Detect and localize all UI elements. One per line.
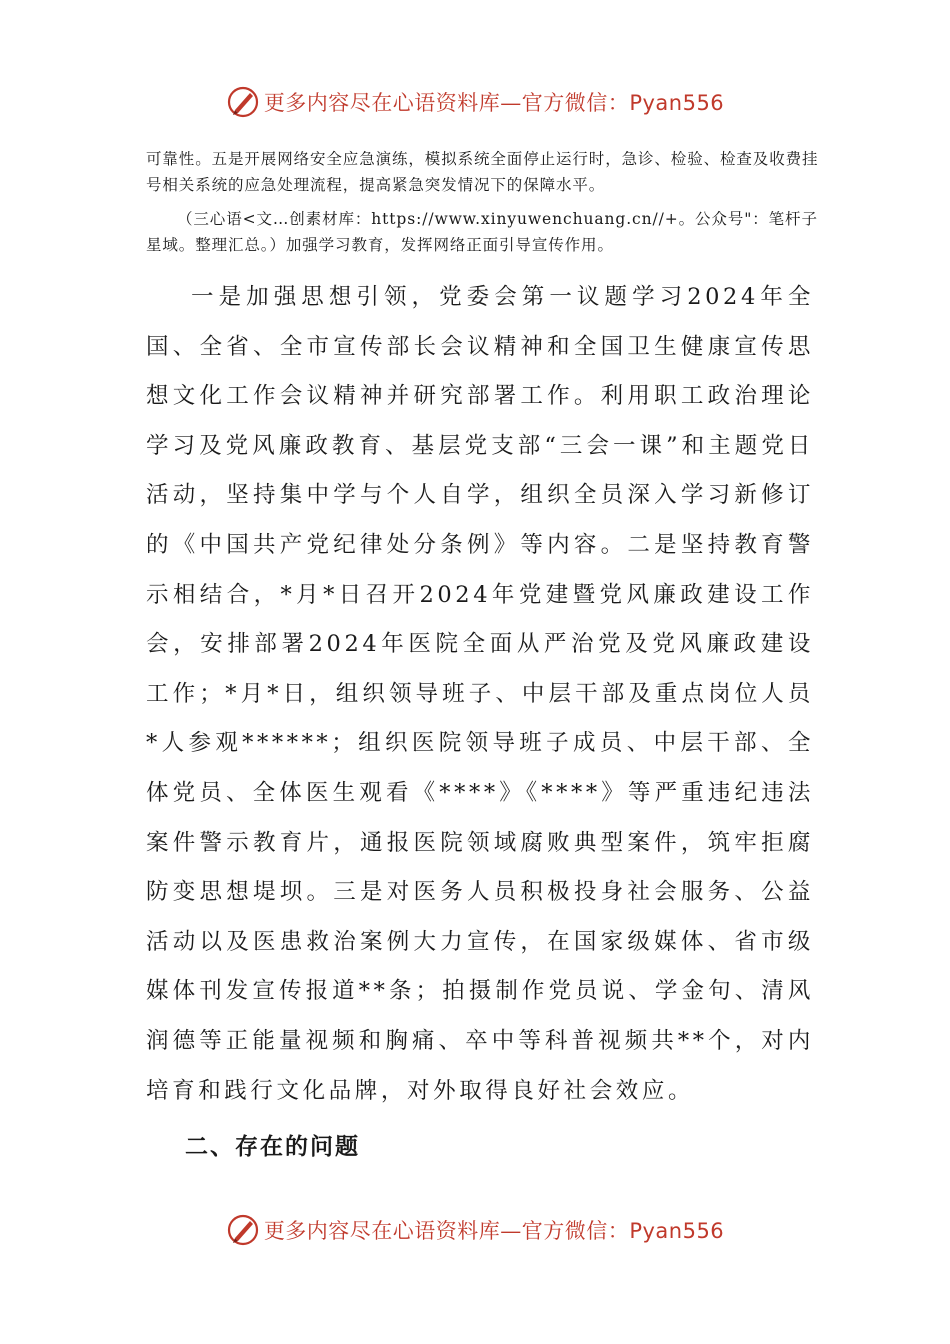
header-banner: [0, 80, 950, 124]
section-heading: 二、存在的问题: [185, 1134, 360, 1160]
banner-text: 更多内容尽在心语资料库—官方微信：Pyan556: [263, 91, 725, 115]
intro-tail-paragraph: 可靠性。五是开展网络安全应急演练，模拟系统全面停止运行时，急诊、检验、检查及收费挂号相关系统的应急处理流程，提高紧急突发情况下的保障水平。: [146, 150, 819, 194]
footer-banner: [0, 1208, 950, 1252]
pen-logo-icon: [226, 85, 260, 119]
main-body-paragraph: 一是加强思想引领，党委会第一议题学习2024年全国、全省、全市宣传部长会议精神和全国卫生健康宣传思想文化工作会议精神并研究部署工作。利用职工政治理论学习及党风廉政教育、基层党支部“三会一课”和主题党日活动，坚持集中学与个人自学，组织全员深入学习新修订的《中国共产党纪律处分条例》等内容。二是坚持教育警示相结合，*月*日召开2024年党建暨党风廉政建设工作会，安排部署2024年医院全面从严治党及党风廉政建设工作；*月*日，组织领导班子、中层干部及重点岗位人员*人参观******；组织医院领导班子成员、中层干部、全体党员、全体医生观看《****》《****》等严重违纪违法案件警示教育片，通报医院领域腐败典型案件，筑牢拒腐防变思想堤坝。三是对医务人员积极投身社会服务、公益活动以及医患救治案例大力宣传，在国家级媒体、省市级媒体刊发宣传报道**条；拍摄制作党员说、学金句、清风润德等正能量视频和胸痛、卒中等科普视频共**个，对内培育和践行文化品牌，对外取得良好社会效应。: [146, 284, 814, 1104]
banner-text: 更多内容尽在心语资料库—官方微信：Pyan556: [263, 1219, 725, 1243]
pen-logo-icon: [226, 1213, 260, 1247]
section-three-title: （三心语<文…创素材库：https://www.xinyuwenchuang.cn//+。公众号"：笔杆子星域。整理汇总。）加强学习教育，发挥网络正面引导宣传作用。: [146, 210, 818, 254]
